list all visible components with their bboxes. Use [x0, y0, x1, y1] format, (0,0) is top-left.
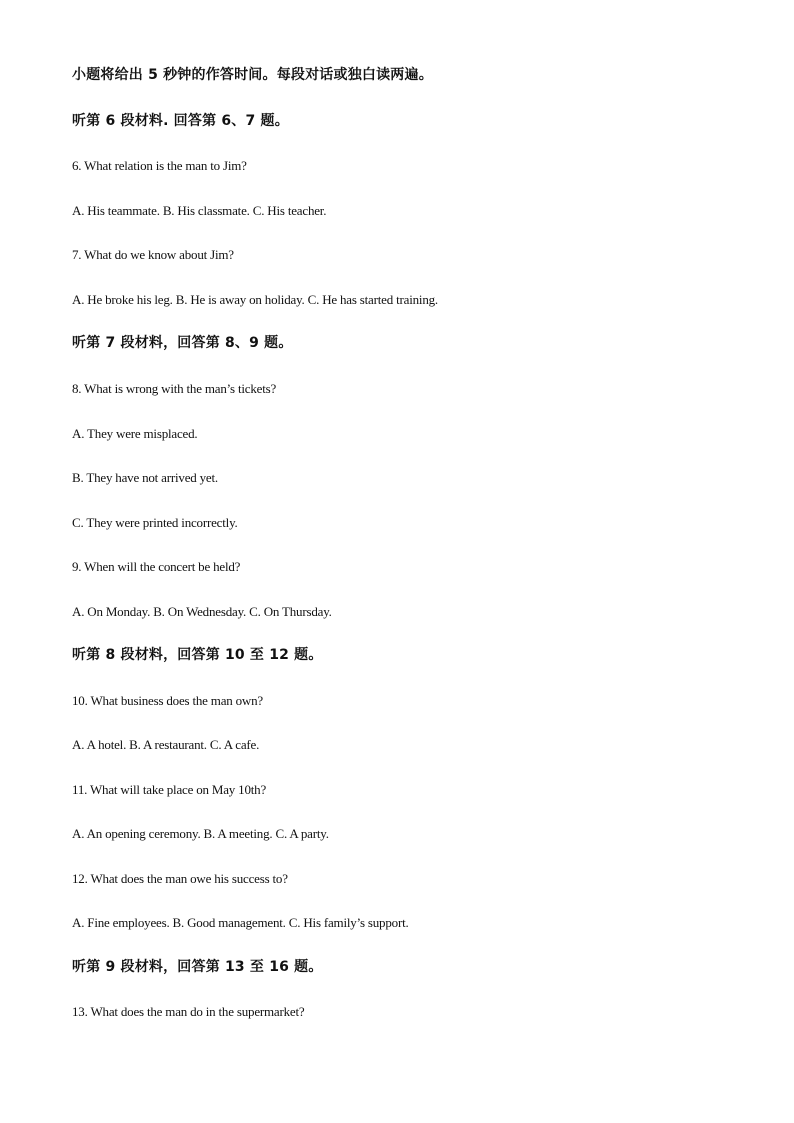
question-12: 12. What does the man owe his success to?: [72, 871, 288, 886]
section-heading-6: 听第 6 段材料. 回答第 6、7 题。: [72, 113, 289, 129]
section-heading-8: 听第 8 段材料，回答第 10 至 12 题。: [72, 647, 323, 663]
options-6: A. His teammate. B. His classmate. C. His teacher.: [72, 203, 327, 218]
question-10: 10. What business does the man own?: [72, 693, 263, 708]
question-11: 11. What will take place on May 10th?: [72, 782, 267, 797]
question-6: 6. What relation is the man to Jim?: [72, 158, 247, 173]
section-heading-9: 听第 9 段材料，回答第 13 至 16 题。: [72, 959, 323, 975]
options-10: A. A hotel. B. A restaurant. C. A cafe.: [72, 737, 260, 752]
option-8b: B. They have not arrived yet.: [72, 470, 218, 485]
options-11: A. An opening ceremony. B. A meeting. C. A party.: [72, 826, 329, 841]
options-7: A. He broke his leg. B. He is away on holiday. C. He has started training.: [72, 292, 438, 307]
section-heading-7: 听第 7 段材料，回答第 8、9 题。: [72, 335, 293, 351]
question-7: 7. What do we know about Jim?: [72, 247, 234, 262]
option-8c: C. They were printed incorrectly.: [72, 515, 238, 530]
question-13: 13. What does the man do in the supermarket?: [72, 1004, 305, 1019]
options-9: A. On Monday. B. On Wednesday. C. On Thursday.: [72, 604, 332, 619]
option-8a: A. They were misplaced.: [72, 426, 198, 441]
question-8: 8. What is wrong with the man’s tickets?: [72, 381, 277, 396]
options-12: A. Fine employees. B. Good management. C. His family’s support.: [72, 915, 409, 930]
question-9: 9. When will the concert be held?: [72, 559, 241, 574]
instruction-line: 小题将给出 5 秒钟的作答时间。每段对话或独白读两遍。: [72, 67, 433, 83]
